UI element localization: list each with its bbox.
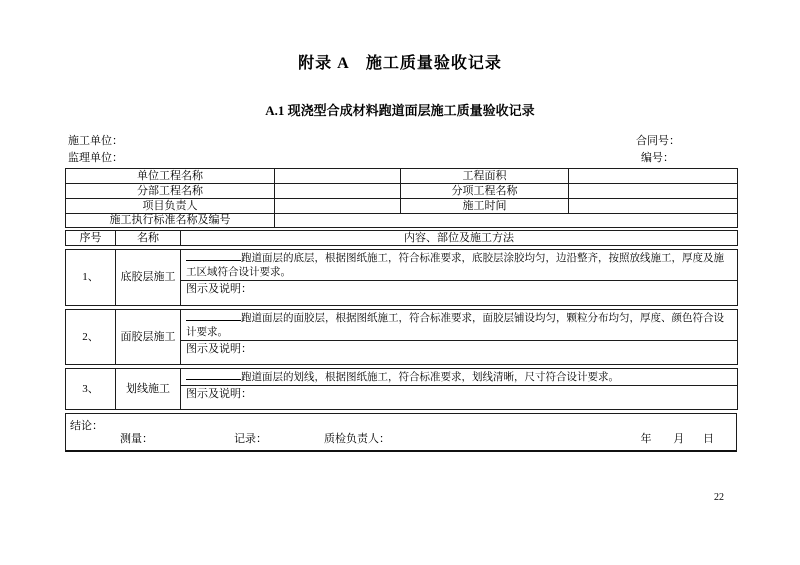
item-description-text: 跑道面层的面胶层，根据图纸施工，符合标准要求，面胶层铺设均匀，颗粒分布均匀，厚度、颜色符合设计要求。 <box>186 313 724 338</box>
item-row-surface-layer <box>65 309 738 365</box>
project-info-table <box>65 168 738 228</box>
division-project-label: 分部工程名称 <box>66 184 275 199</box>
table-row <box>66 169 738 184</box>
project-leader-label: 项目负责人 <box>66 199 275 214</box>
record-label: 记录： <box>234 433 267 445</box>
table-row <box>66 184 738 199</box>
month-label: 月 <box>673 433 685 445</box>
col-header-no: 序号 <box>66 231 116 246</box>
item-no: 2、 <box>66 310 116 365</box>
item-description <box>181 250 738 281</box>
item-name: 面胶层施工 <box>116 310 181 365</box>
item-note-label: 图示及说明： <box>181 281 738 306</box>
items-header-row <box>65 230 738 246</box>
year-label: 年 <box>640 433 652 445</box>
standard-name-value <box>275 214 738 228</box>
page-subtitle: A.1 现浇型合成材料跑道面层施工质量验收记录 <box>265 103 535 118</box>
item-name: 底胶层施工 <box>116 250 181 306</box>
standard-name-label: 施工执行标准名称及编号 <box>66 214 275 228</box>
fill-in-blank <box>186 311 241 321</box>
item-note-label: 图示及说明： <box>181 341 738 365</box>
project-area-label: 工程面积 <box>401 169 569 184</box>
supervision-unit-label: 监理单位： <box>68 152 123 164</box>
item-description-text: 跑道面层的底层，根据图纸施工，符合标准要求，底胶层涂胶均匀，边沿整齐，按照放线施工，厚度及施工区域符合设计要求。 <box>186 253 724 278</box>
item-note-label: 图示及说明： <box>181 386 738 410</box>
item-row-base-layer <box>65 249 738 306</box>
item-no: 3、 <box>66 369 116 410</box>
contract-no-label: 合同号： <box>636 135 680 147</box>
sub-project-value <box>569 184 738 199</box>
item-name: 划线施工 <box>116 369 181 410</box>
table-row <box>66 310 738 341</box>
table-row <box>66 369 738 386</box>
item-description-text: 跑道面层的划线，根据图纸施工，符合标准要求，划线清晰，尺寸符合设计要求。 <box>241 372 619 383</box>
page-number: 22 <box>714 492 724 503</box>
table-row <box>66 199 738 214</box>
conclusion-section <box>65 413 737 452</box>
qc-leader-label: 质检负责人： <box>324 433 390 445</box>
sub-project-label: 分项工程名称 <box>401 184 569 199</box>
unit-project-name-value <box>275 169 401 184</box>
table-row <box>66 231 738 246</box>
project-area-value <box>569 169 738 184</box>
date-fields <box>641 430 715 446</box>
day-label: 日 <box>703 433 714 445</box>
page-title: 附录 A 施工质量验收记录 <box>298 55 502 72</box>
construction-time-value <box>569 199 738 214</box>
acceptance-form <box>65 168 737 452</box>
construction-time-label: 施工时间 <box>401 199 569 214</box>
col-header-name: 名称 <box>116 231 181 246</box>
construction-unit-label: 施工单位： <box>68 135 123 147</box>
item-description <box>181 310 738 341</box>
unit-project-name-label: 单位工程名称 <box>66 169 275 184</box>
division-project-value <box>275 184 401 199</box>
conclusion-label: 结论： <box>70 420 103 432</box>
measure-label: 测量： <box>120 433 153 445</box>
item-no: 1、 <box>66 250 116 306</box>
item-description <box>181 369 738 386</box>
table-row <box>66 250 738 281</box>
item-row-line-marking <box>65 368 738 410</box>
fill-in-blank <box>186 370 241 380</box>
project-leader-value <box>275 199 401 214</box>
col-header-content: 内容、部位及施工方法 <box>181 231 738 246</box>
table-row <box>66 214 738 228</box>
fill-in-blank <box>186 251 241 261</box>
doc-no-label: 编号： <box>641 152 674 164</box>
